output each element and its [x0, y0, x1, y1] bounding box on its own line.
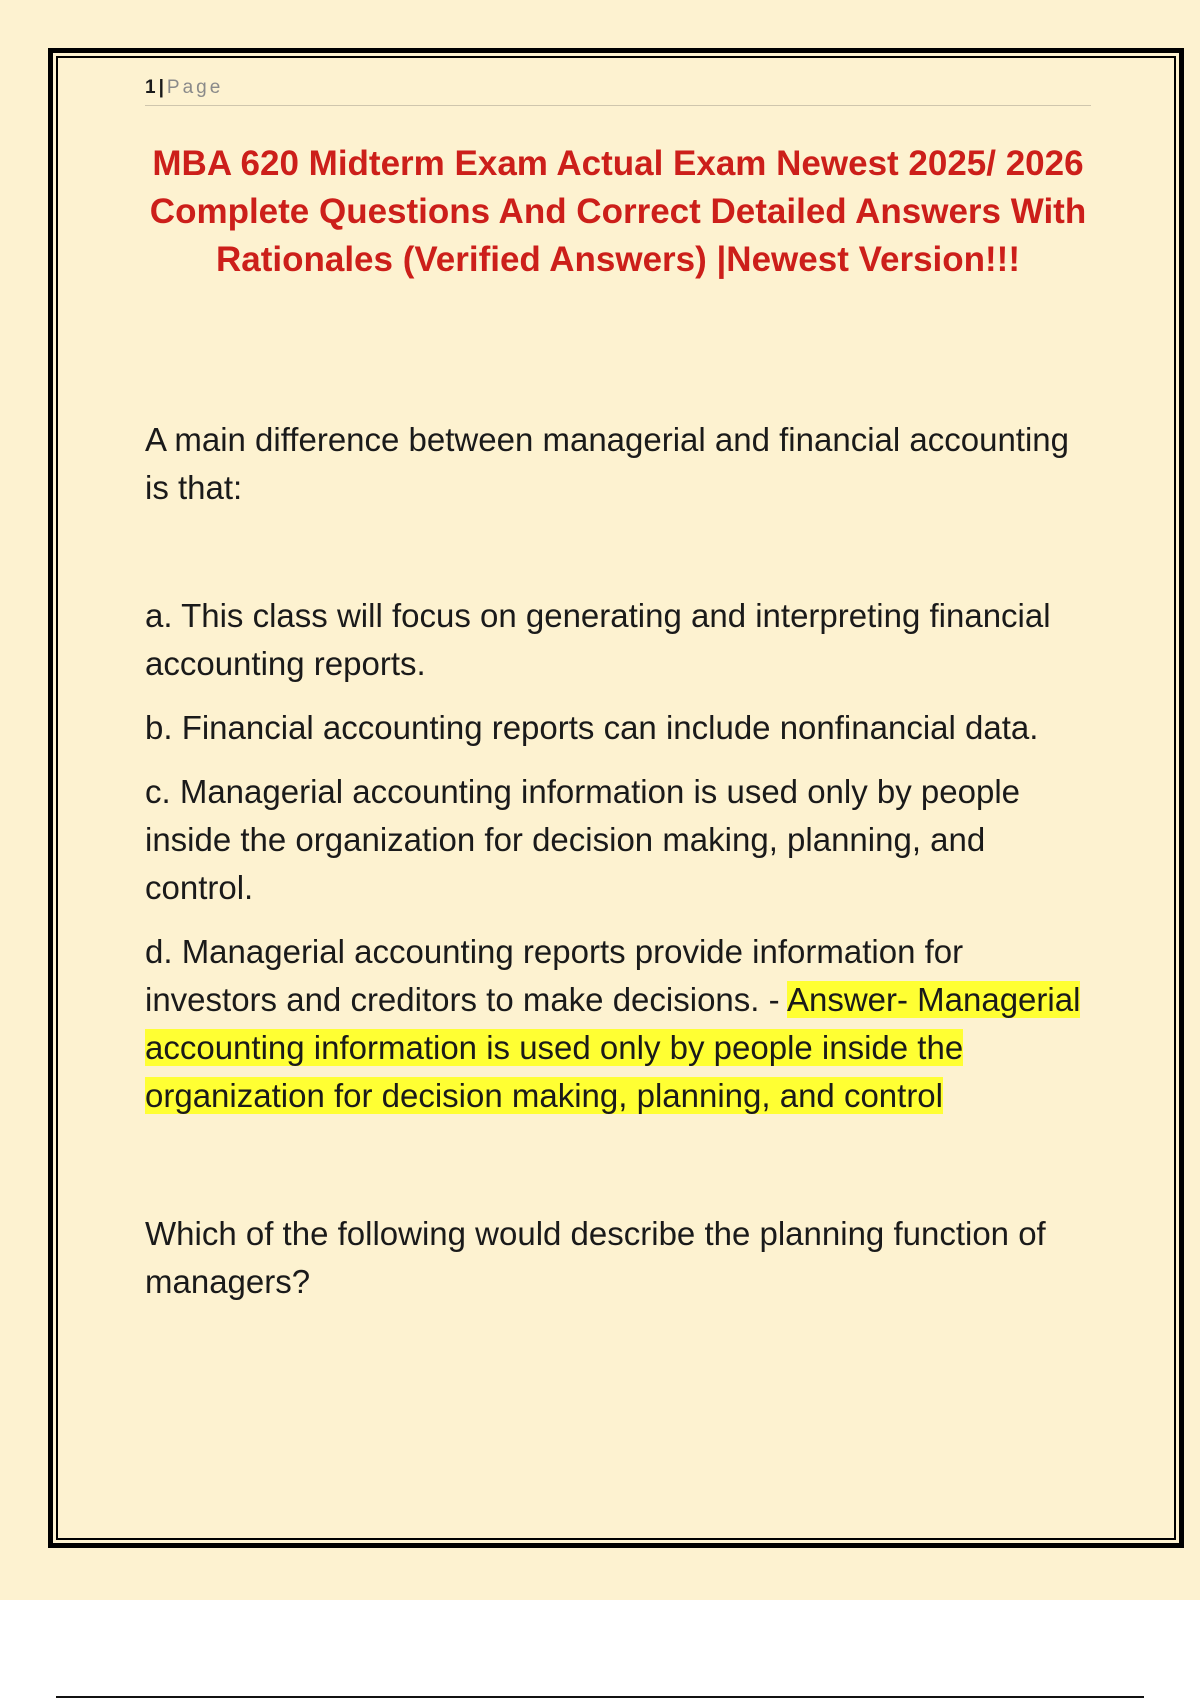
- page-number: 1: [145, 77, 156, 98]
- question-1-text: A main difference between managerial and financial accounting is that:: [145, 421, 1069, 506]
- page-header-separator: |: [158, 77, 164, 98]
- question-2-text: Which of the following would describe the planning function of managers?: [145, 1215, 1046, 1300]
- bottom-divider: [56, 1696, 1144, 1698]
- page-label: Page: [166, 77, 224, 98]
- question-1-option-b: b. Financial accounting reports can include nonfinancial data.: [145, 709, 1039, 746]
- question-1-option-d-with-answer: [145, 928, 1091, 1120]
- document-title: MBA 620 Midterm Exam Actual Exam Newest 2025/ 2026 Complete Questions And Correct Detailed Answers With Rationales (Verified Answers) |Newest Version!!!: [149, 144, 1087, 279]
- question-1-option-c: c. Managerial accounting information is used only by people inside the organization for decision making, planning, and control.: [145, 773, 1021, 906]
- question-1-answer-highlight: Answer- Managerial accounting information is used only by people inside the organization for decision making, planning, and control: [145, 981, 1081, 1114]
- question-content: [145, 416, 1091, 1306]
- question-1-option-a: a. This class will focus on generating and interpreting financial accounting reports.: [145, 597, 1051, 682]
- page-header: [145, 74, 1091, 106]
- question-1-option-d: d. Managerial accounting reports provide information for investors and creditors to make decisions. -: [145, 933, 964, 1018]
